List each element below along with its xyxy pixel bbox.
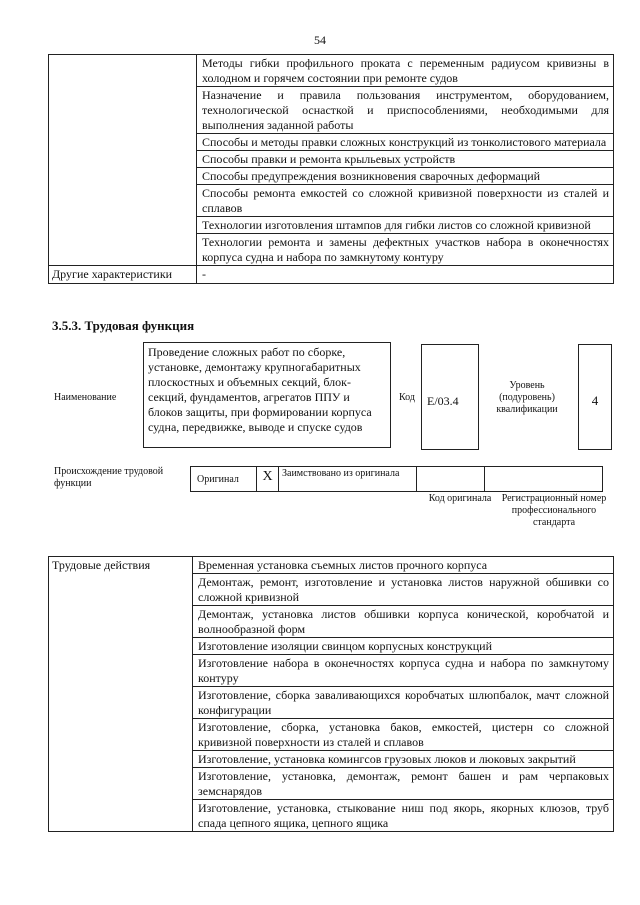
code-label: Код <box>399 392 415 403</box>
section-title: 3.5.3. Трудовая функция <box>52 318 195 333</box>
table-cell: Изготовление изоляции свинцом корпусных конструкций <box>193 638 614 655</box>
origin-label: Происхождение трудовой функции <box>54 466 164 489</box>
original-mark: X <box>257 467 279 492</box>
name-label: Наименование <box>54 392 117 403</box>
function-name-box: Проведение сложных работ по сборке, установке, демонтажу крупногабаритных плоскостных и объемных секций, блок-секций, фундаментов, агрегатов ППУ и блоков защиты, при формировании корпуса судна, передвижке, выводе и спуске судов <box>143 342 391 448</box>
original-label: Оригинал <box>191 467 257 492</box>
table-cell: Способы правки и ремонта крыльевых устройств <box>197 151 614 168</box>
table-row <box>49 557 614 574</box>
table-row <box>49 55 614 87</box>
table-cell: Технологии изготовления штампов для гибки листов со сложной кривизной <box>197 217 614 234</box>
borrowed-label: Заимствовано из оригинала <box>279 467 417 492</box>
function-code-box: Е/03.4 <box>421 344 479 450</box>
level-box: 4 <box>578 344 612 450</box>
original-code-cell <box>417 467 485 492</box>
table-cell: Изготовление, установка комингсов грузовых люков и люковых закрытий <box>193 751 614 768</box>
other-characteristics-label: Другие характеристики <box>49 266 197 284</box>
table-cell: Способы предупреждения возникновения сварочных деформаций <box>197 168 614 185</box>
table-cell: Изготовление набора в оконечностях корпуса судна и набора по замкнутому контуру <box>193 655 614 687</box>
code-caption: Код оригинала <box>428 493 492 504</box>
knowledge-table <box>48 54 614 284</box>
table-cell: Демонтаж, установка листов обшивки корпуса конической, коробчатой и волнообразной форм <box>193 606 614 638</box>
origin-table <box>190 466 603 492</box>
table-row <box>49 266 614 284</box>
table-left-cell <box>49 55 197 266</box>
labor-actions-label: Трудовые действия <box>49 557 193 832</box>
table-cell: Временная установка съемных листов прочного корпуса <box>193 557 614 574</box>
reg-number-cell <box>485 467 603 492</box>
labor-actions-table <box>48 556 614 832</box>
table-cell: Технологии ремонта и замены дефектных участков набора в оконечностях корпуса судна и набора по замкнутому контуру <box>197 234 614 266</box>
other-characteristics-value: - <box>197 266 614 284</box>
table-cell: Способы и методы правки сложных конструкций из тонколистового материала <box>197 134 614 151</box>
page-number: 54 <box>314 33 326 47</box>
reg-caption: Регистрационный номер профессионального стандарта <box>501 493 607 528</box>
table-cell: Изготовление, сборка заваливающихся коробчатых шлюпбалок, мачт сложной конфигурации <box>193 687 614 719</box>
table-cell: Способы ремонта емкостей со сложной кривизной поверхности из сталей и сплавов <box>197 185 614 217</box>
table-cell: Демонтаж, ремонт, изготовление и установка листов наружной обшивки со сложной кривизной <box>193 574 614 606</box>
level-label: Уровень (подуровень) квалификации <box>496 380 558 415</box>
table-cell: Изготовление, сборка, установка баков, емкостей, цистерн со сложной кривизной поверхности из сталей и сплавов <box>193 719 614 751</box>
table-cell: Изготовление, установка, стыкование ниш под якорь, якорных клюзов, труб спада цепного ящика, цепного ящика <box>193 800 614 832</box>
table-cell: Методы гибки профильного проката с переменным радиусом кривизны в холодном и горячем состоянии при ремонте судов <box>197 55 614 87</box>
table-cell: Назначение и правила пользования инструментом, оборудованием, технологической оснасткой и приспособлениями, необходимыми для выполнения заданной работы <box>197 87 614 134</box>
table-cell: Изготовление, установка, демонтаж, ремонт башен и рам черпаковых земснарядов <box>193 768 614 800</box>
